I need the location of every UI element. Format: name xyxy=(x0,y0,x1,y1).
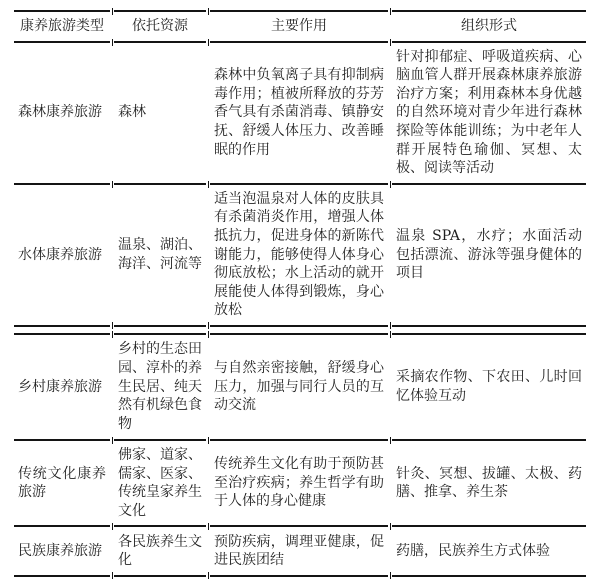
cell-effect: 传统养生文化有助于预防甚至治疗疾病；养生哲学有助于人体的身心健康 xyxy=(210,439,388,525)
cell-type: 民族康养旅游 xyxy=(14,525,110,577)
cell-organization: 针对抑郁症、呼吸道疾病、心脑血管人群开展森林康养旅游治疗方案；利用森林本身优越的自然环境对青少年进行森林探险等体能训练；为中老年人群开展特色瑜伽、冥想、太极、阅读等活动 xyxy=(392,41,586,183)
cell-organization: 温泉 SPA，水疗；水面活动包括漂流、游泳等强身健体的项目 xyxy=(392,183,586,327)
cell-resource: 温泉、湖泊、海洋、河流等 xyxy=(114,183,206,327)
table-row xyxy=(14,41,586,183)
cell-effect: 适当泡温泉对人体的皮肤具有杀菌消炎作用，增强人体抵抗力，促进身体的新陈代谢能力，能够使得人体身心彻底放松；水上活动的就开展能使人体得到锻炼，身心放松 xyxy=(210,183,388,327)
wellness-tourism-table-upper xyxy=(10,10,590,327)
cell-effect: 与自然亲密接触，舒缓身心压力，加强与同行人员的互动交流 xyxy=(210,333,388,439)
cell-resource: 乡村的生态田园、淳朴的养生民居、纯天然有机绿色食物 xyxy=(114,333,206,439)
cell-type: 水体康养旅游 xyxy=(14,183,110,327)
cell-organization: 药膳，民族养生方式体验 xyxy=(392,525,586,577)
cell-effect: 预防疾病，调理亚健康，促进民族团结 xyxy=(210,525,388,577)
table-header-row xyxy=(14,10,586,41)
cell-resource: 各民族养生文化 xyxy=(114,525,206,577)
header-cell-resource: 依托资源 xyxy=(114,10,206,41)
table-row xyxy=(14,439,586,525)
table-row xyxy=(14,525,586,577)
cell-organization: 针灸、冥想、拔罐、太极、药膳、推拿、养生茶 xyxy=(392,439,586,525)
table-row xyxy=(14,333,586,439)
cell-effect: 森林中负氧离子具有抑制病毒作用；植被所释放的芬芳香气具有杀菌消毒、镇静安抚、舒缓人体压力、改善睡眠的作用 xyxy=(210,41,388,183)
cell-resource: 佛家、道家、儒家、医家、传统皇家养生文化 xyxy=(114,439,206,525)
table-row xyxy=(14,183,586,327)
cell-resource: 森林 xyxy=(114,41,206,183)
header-cell-type: 康养旅游类型 xyxy=(14,10,110,41)
cell-type: 森林康养旅游 xyxy=(14,41,110,183)
cell-type: 乡村康养旅游 xyxy=(14,333,110,439)
header-cell-organization: 组织形式 xyxy=(392,10,586,41)
header-cell-effect: 主要作用 xyxy=(210,10,388,41)
cell-organization: 采摘农作物、下农田、儿时回忆体验互动 xyxy=(392,333,586,439)
cell-type: 传统文化康养旅游 xyxy=(14,439,110,525)
wellness-tourism-table-lower xyxy=(10,333,590,577)
